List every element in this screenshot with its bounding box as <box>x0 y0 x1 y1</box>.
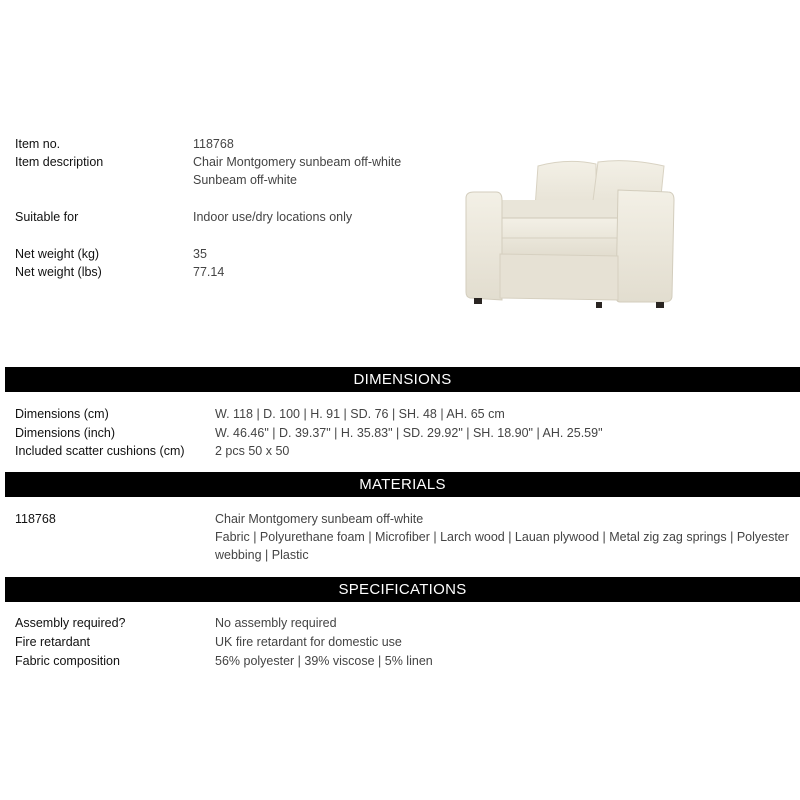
fabric-composition-value: 56% polyester | 39% viscose | 5% linen <box>215 654 433 668</box>
item-description-line2: Sunbeam off-white <box>193 173 297 187</box>
materials-item-no: 118768 <box>15 512 56 526</box>
front-skirt <box>500 254 618 300</box>
assembly-value: No assembly required <box>215 616 337 630</box>
fire-retardant-value: UK fire retardant for domestic use <box>215 635 402 649</box>
materials-item-name: Chair Montgomery sunbeam off-white <box>215 512 424 526</box>
scatter-cushions-value: 2 pcs 50 x 50 <box>215 444 290 458</box>
specifications-heading: SPECIFICATIONS <box>5 577 800 602</box>
item-no-value: 118768 <box>193 137 234 151</box>
leg-right <box>656 302 664 308</box>
dimensions-inch-label: Dimensions (inch) <box>15 426 116 440</box>
scatter-cushions-label: Included scatter cushions (cm) <box>15 444 185 458</box>
materials-list: Fabric | Polyurethane foam | Microfiber | Larch wood | Lauan plywood | Metal zig zag springs | Polyester webbing | Plastic <box>215 530 789 562</box>
leg-mid <box>596 302 602 308</box>
net-weight-kg-value: 35 <box>193 247 207 261</box>
leg-left <box>474 298 482 304</box>
item-no-label: Item no. <box>15 137 61 151</box>
suitable-for-value: Indoor use/dry locations only <box>193 210 353 224</box>
left-arm <box>466 192 502 300</box>
dimensions-cm-label: Dimensions (cm) <box>15 407 109 421</box>
fire-retardant-label: Fire retardant <box>15 635 91 649</box>
product-image <box>460 152 682 310</box>
item-description-line1: Chair Montgomery sunbeam off-white <box>193 155 402 169</box>
dimensions-heading: DIMENSIONS <box>5 367 800 392</box>
dimensions-cm-value: W. 118 | D. 100 | H. 91 | SD. 76 | SH. 48 | AH. 65 cm <box>215 407 505 421</box>
materials-heading: MATERIALS <box>5 472 800 497</box>
net-weight-lbs-value: 77.14 <box>193 265 225 279</box>
suitable-for-label: Suitable for <box>15 210 79 224</box>
right-arm <box>616 190 674 302</box>
fabric-composition-label: Fabric composition <box>15 654 120 668</box>
assembly-label: Assembly required? <box>15 616 126 630</box>
dimensions-inch-value: W. 46.46" | D. 39.37" | H. 35.83" | SD. 29.92" | SH. 18.90" | AH. 25.59" <box>215 426 603 440</box>
net-weight-kg-label: Net weight (kg) <box>15 247 100 261</box>
net-weight-lbs-label: Net weight (lbs) <box>15 265 102 279</box>
item-description-label: Item description <box>15 155 104 169</box>
